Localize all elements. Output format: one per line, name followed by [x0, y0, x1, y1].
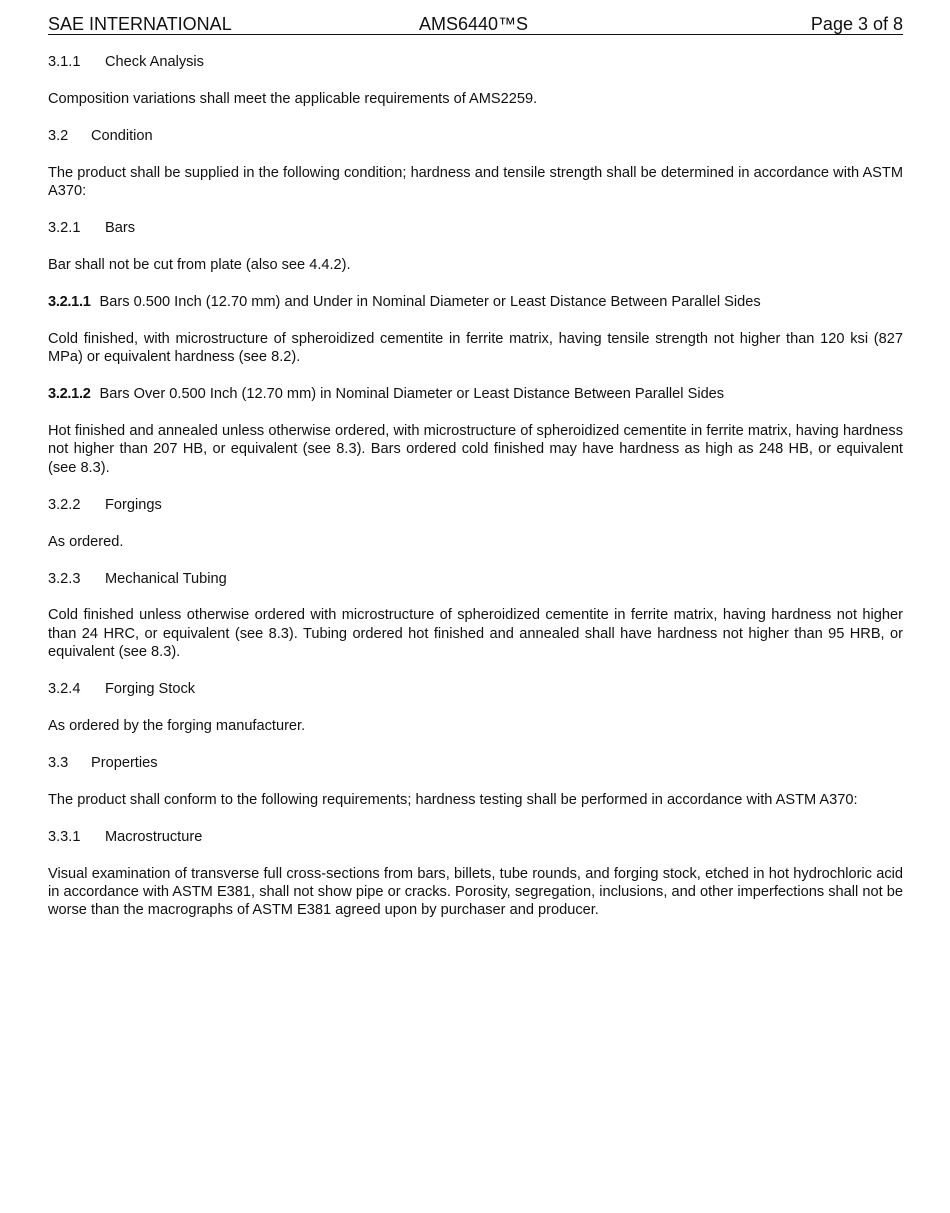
paragraph: Cold finished, with microstructure of spheroidized cementite in ferrite matrix, having tensile strength not higher than 120 ksi (827 MPa) or equivalent hardness (see 8.2).	[48, 330, 903, 366]
section-number: 3.3.1	[48, 828, 81, 845]
header-page-number: Page 3 of 8	[810, 14, 903, 34]
page-header	[48, 14, 903, 35]
section-title: Properties	[91, 754, 158, 771]
section-heading	[48, 754, 903, 772]
paragraph: Hot finished and annealed unless otherwise ordered, with microstructure of spheroidized cementite in ferrite matrix, having hardness not higher than 207 HB, or equivalent (see 8.3). Bars ordered cold finished may have hardness as high as 248 HB, or equivalent (see 8.3).	[48, 422, 903, 476]
section-heading	[48, 570, 903, 588]
section-number: 3.2.4	[48, 681, 81, 698]
section-title: Macrostructure	[105, 828, 203, 845]
section-heading	[48, 293, 903, 311]
section-number: 3.2.3	[48, 570, 81, 587]
section-title: Bars Over 0.500 Inch (12.70 mm) in Nominal Diameter or Least Distance Between Parallel Sides	[99, 386, 725, 403]
section-title: Bars 0.500 Inch (12.70 mm) and Under in Nominal Diameter or Least Distance Between Parallel Sides	[99, 293, 761, 310]
section-title: Mechanical Tubing	[105, 570, 227, 587]
section-number: 3.2	[48, 127, 69, 144]
section-heading	[48, 219, 903, 237]
paragraph: Visual examination of transverse full cross-sections from bars, billets, tube rounds, and forging stock, etched in hot hydrochloric acid in accordance with ASTM E381, shall not show pipe or cracks. Porosity, segregation, inclusions, and other imperfections shall not be worse than the macrographs of ASTM E381 agreed upon by purchaser and producer.	[48, 865, 903, 919]
header-document-id: AMS6440™S	[419, 14, 529, 34]
section-number: 3.3	[48, 754, 69, 771]
paragraph: Composition variations shall meet the applicable requirements of AMS2259.	[48, 90, 538, 107]
paragraph: The product shall be supplied in the following condition; hardness and tensile strength shall be determined in accordance with ASTM A370:	[48, 164, 903, 200]
section-heading	[48, 680, 903, 698]
paragraph: Cold finished unless otherwise ordered with microstructure of spheroidized cementite in ferrite matrix, having hardness not higher than 24 HRC, or equivalent (see 8.3). Tubing ordered hot finished and annealed shall have hardness not higher than 95 HRB, or equivalent (see 8.3).	[48, 607, 903, 661]
section-number: 3.2.1.2	[48, 386, 91, 403]
paragraph: As ordered by the forging manufacturer.	[48, 718, 306, 735]
section-number: 3.1.1	[48, 54, 81, 70]
section-title: Bars	[105, 220, 136, 237]
document-body	[48, 53, 903, 938]
section-heading	[48, 53, 903, 71]
paragraph: Bar shall not be cut from plate (also see 4.4.2).	[48, 256, 351, 273]
section-heading	[48, 127, 903, 145]
section-number: 3.2.2	[48, 496, 81, 513]
paragraph: The product shall conform to the following requirements; hardness testing shall be performed in accordance with ASTM A370:	[48, 791, 858, 808]
section-number: 3.2.1	[48, 220, 81, 237]
section-title: Condition	[91, 127, 153, 144]
section-heading	[48, 385, 903, 403]
section-title: Forgings	[105, 496, 162, 513]
section-heading	[48, 496, 903, 514]
section-title: Check Analysis	[105, 54, 204, 70]
section-number: 3.2.1.1	[48, 293, 91, 310]
paragraph: As ordered.	[48, 533, 124, 550]
section-title: Forging Stock	[105, 681, 196, 698]
header-organization: SAE INTERNATIONAL	[48, 14, 232, 34]
section-heading	[48, 828, 903, 846]
